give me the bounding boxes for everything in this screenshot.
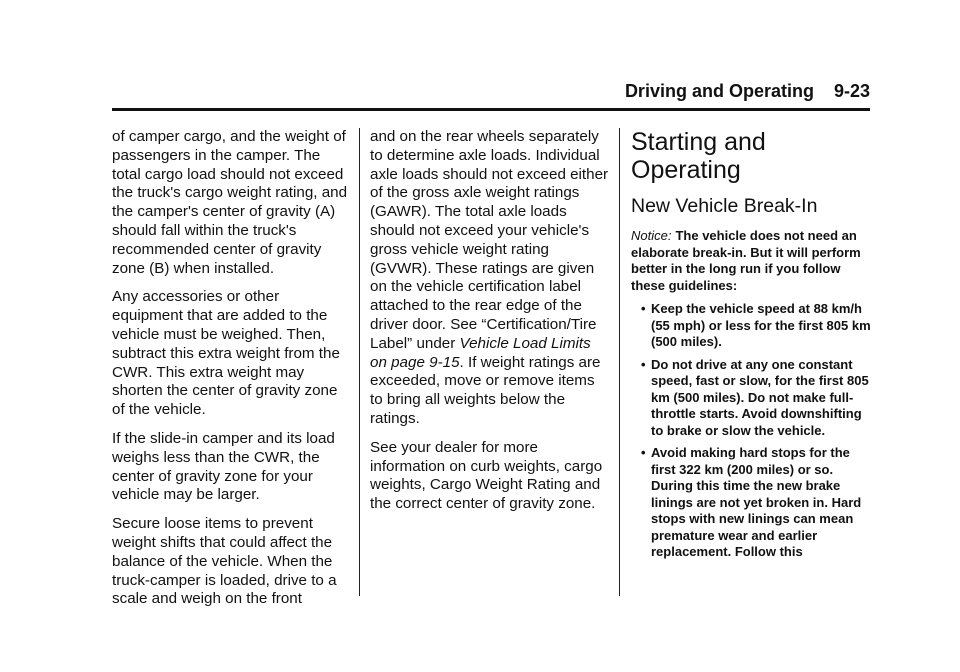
column-1 — [112, 128, 352, 609]
cross-reference-link[interactable]: Vehicle Load Limits on page 9-15 — [370, 334, 591, 371]
column-divider-1 — [359, 128, 360, 596]
list-item — [631, 445, 871, 561]
page-header — [112, 78, 870, 111]
list-item-text: Keep the vehicle speed at 88 km/h (55 mph) or less for the first 805 km (500 miles). — [651, 301, 871, 349]
list-item-text: Avoid making hard stops for the first 322 km (200 miles) or so. During this time the new brake linings are not yet broken in. Hard stops with new linings can mean premature wear and earlier replacement. Follow this — [651, 445, 862, 559]
paragraph — [370, 128, 610, 429]
column-divider-2 — [619, 128, 620, 596]
paragraph: Any accessories or other equipment that are added to the vehicle must be weighed. Then, subtract this extra weight from the CWR. This extra weight may shorten the center of gravity zone of the vehicle. — [112, 288, 340, 419]
bullet-icon: • — [641, 445, 646, 460]
paragraph-text: . If weight ratings are exceeded, move or remove items to bring all weights below the ratings. — [370, 353, 601, 427]
paragraph: Secure loose items to prevent weight shifts that could affect the balance of the vehicle. When the truck-camper is loaded, drive to a scale and weigh on the front — [112, 515, 337, 608]
bullet-icon: • — [641, 356, 646, 372]
notice-text: The vehicle does not need an elaborate break-in. But it will perform better in the long run if you follow these guidelines: — [631, 228, 861, 293]
list-item — [631, 301, 871, 351]
paragraph: If the slide-in camper and its load weighs less than the CWR, the center of gravity zone for your vehicle may be larger. — [112, 429, 335, 504]
paragraph: of camper cargo, and the weight of passengers in the camper. The total cargo load should not exceed the truck's cargo weight rating, and the camper's center of gravity (A) should fall within the truck's recommended center of gravity zone (B) when installed. — [112, 128, 348, 277]
column-2 — [370, 128, 610, 514]
list-item-text: Do not drive at any one constant speed, fast or slow, for the first 805 km (500 miles). Do not make full-throttle starts. Avoid downshifting to brake or slow the vehicle. — [651, 356, 869, 438]
column-3 — [631, 128, 871, 567]
running-header — [625, 81, 870, 102]
header-section-title: Driving and Operating — [624, 81, 814, 101]
section-title: Starting and Operating — [631, 128, 766, 184]
subsection-title: New Vehicle Break-In — [631, 195, 818, 217]
bullet-icon: • — [641, 301, 646, 316]
notice-block — [631, 228, 871, 294]
header-page-number: 9-23 — [833, 81, 870, 101]
paragraph: See your dealer for more information on curb weights, cargo weights, Cargo Weight Rating and the correct center of gravity zone. — [370, 438, 603, 513]
guideline-list — [631, 301, 871, 561]
list-item — [631, 357, 871, 440]
notice-label: Notice: — [631, 228, 672, 243]
paragraph-text: and on the rear wheels separately to determine axle loads. Individual axle loads should not exceed either of the gross axle weight ratings (GAWR). The total axle loads should not exceed your vehicle's gross vehicle weight rating (GVWR). These ratings are given on the vehicle certification label attached to the rear edge of the driver door. See “Certification/Tire Label” under — [370, 128, 609, 352]
